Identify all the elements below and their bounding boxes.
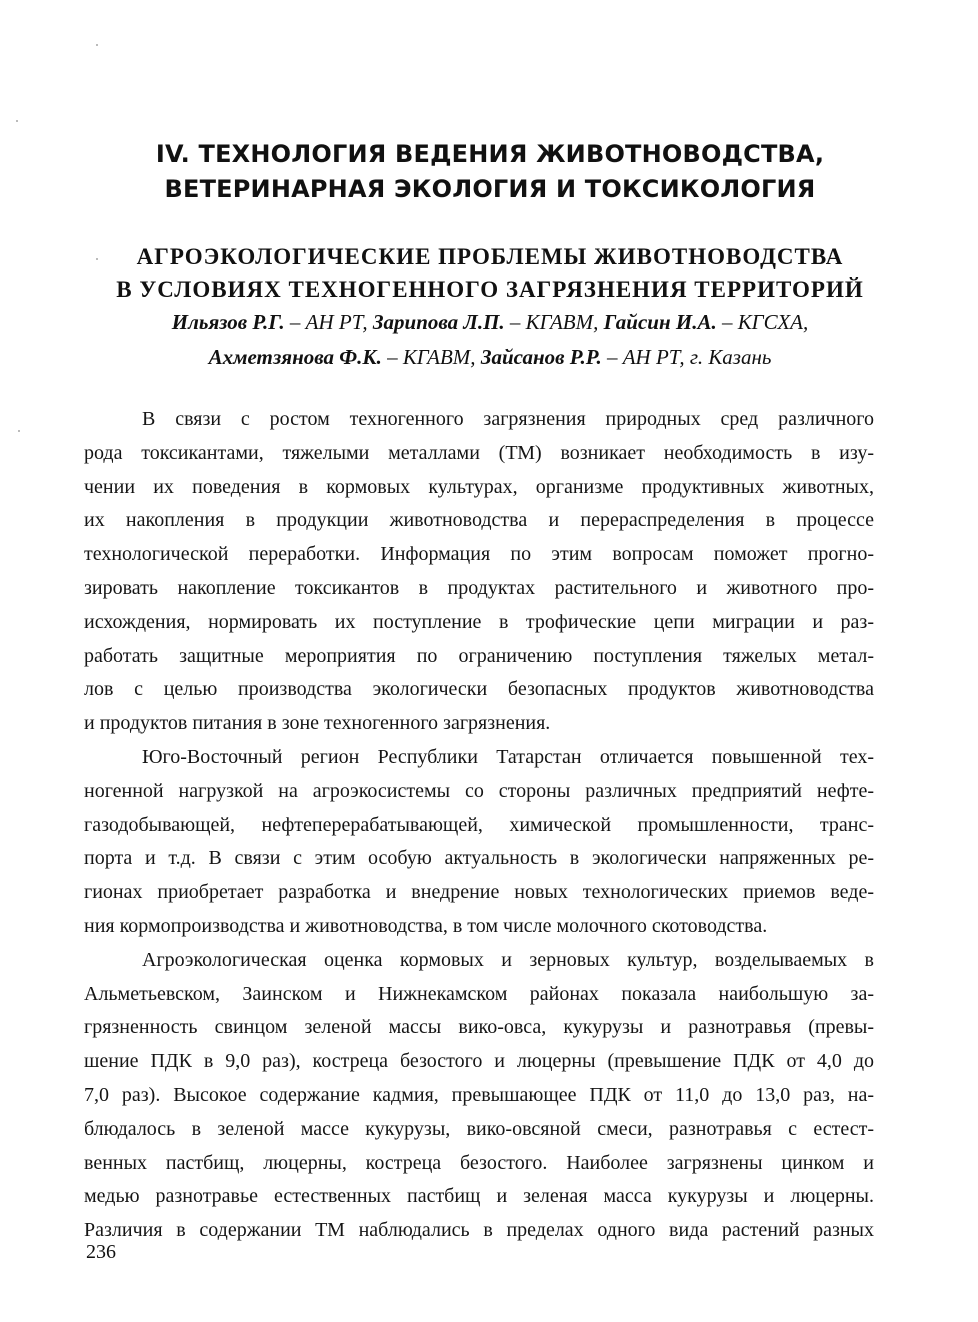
author-affiliation: – КГАВМ, — [381, 345, 481, 369]
text-line: чении их поведения в кормовых культурах, организме продуктивных животных, — [84, 475, 874, 498]
text-line: лов с целью производства экологически безопасных продуктов животноводства — [84, 678, 874, 701]
text-line: венных пастбищ, люцерны, костреца безостого. Наиболее загрязнены цинком и — [84, 1151, 874, 1174]
text-line: 7,0 раз). Высокое содержание кадмия, превышающее ПДК от 11,0 до 13,0 раз, на- — [84, 1083, 874, 1106]
text-line: порта и т.д. В связи с этим особую актуальность в экологически напряженных ре- — [84, 847, 874, 870]
text-line: и продуктов питания в зоне техногенного загрязнения. — [84, 712, 551, 735]
page-number: 236 — [86, 1241, 116, 1263]
article-body — [84, 403, 874, 1248]
paragraph-3 — [84, 944, 874, 1248]
paragraph-2 — [84, 741, 874, 944]
text-line: гионах приобретает разработка и внедрение новых технологических приемов веде- — [84, 881, 874, 904]
text-line: технологической переработки. Информация по этим вопросам поможет прогно- — [84, 543, 874, 566]
author-name: Гайсин И.А. — [603, 310, 717, 334]
text-line: ния кормопроизводства и животноводства, в том числе молочного скотоводства. — [84, 914, 768, 937]
authors-line-2 — [60, 340, 920, 375]
text-line: В связи с ростом техногенного загрязнения природных сред различного — [142, 408, 874, 430]
text-line: грязненность свинцом зеленой массы вико-овса, кукурузы и разнотравья (превы- — [84, 1016, 874, 1039]
text-line: блюдалось в зеленой массе кукурузы, вико-овсяной смеси, разнотравья с естест- — [84, 1117, 874, 1140]
author-affiliation: – АН РТ, г. Казань — [601, 345, 772, 369]
text-line: зировать накопление токсикантов в продуктах растительного и животного про- — [84, 576, 874, 599]
author-affiliation: – КГСХА, — [716, 310, 809, 334]
scan-speck — [96, 44, 98, 46]
text-line: шение ПДК в 9,0 раз), костреца безостого и люцерны (превышение ПДК от 4,0 до — [84, 1050, 874, 1073]
author-affiliation: – АН РТ, — [284, 310, 373, 334]
text-line: работать защитные мероприятия по ограничению поступления тяжелых метал- — [84, 644, 874, 667]
text-line: их накопления в продукции животноводства и перераспределения в процессе — [84, 509, 874, 532]
author-name: Ахметзянова Ф.К. — [208, 345, 382, 369]
article-title-line-1: АГРОЭКОЛОГИЧЕСКИЕ ПРОБЛЕМЫ ЖИВОТНОВОДСТВА — [136, 244, 844, 269]
author-name: Зарипова Л.П. — [372, 310, 505, 334]
article-title-line-2: В УСЛОВИЯХ ТЕХНОГЕННОГО ЗАГРЯЗНЕНИЯ ТЕРРИТОРИЙ — [116, 277, 864, 302]
text-line: Различия в содержании ТМ наблюдались в пределах одного вида растений разных — [84, 1219, 874, 1242]
scan-speck — [18, 430, 20, 432]
authors-line-1 — [60, 305, 920, 340]
article-title — [60, 240, 920, 306]
section-heading-line-2: ВЕТЕРИНАРНАЯ ЭКОЛОГИЯ И ТОКСИКОЛОГИЯ — [164, 175, 816, 203]
text-line: медью разнотравье естественных пастбищ и зеленая масса кукурузы и люцерны. — [84, 1185, 874, 1208]
author-affiliation: – КГАВМ, — [504, 310, 604, 334]
text-line: Агроэкологическая оценка кормовых и зерновых культур, возделываемых в — [142, 948, 874, 971]
authors-block — [60, 305, 920, 375]
text-line: газодобывающей, нефтеперерабатывающей, химической промышленности, транс- — [84, 813, 874, 836]
section-heading-line-1: IV. ТЕХНОЛОГИЯ ВЕДЕНИЯ ЖИВОТНОВОДСТВА, — [155, 140, 825, 168]
section-heading — [80, 137, 900, 207]
text-line: исхождения, нормировать их поступление в трофические цепи миграции и раз- — [84, 610, 874, 633]
paragraph-1 — [84, 403, 874, 741]
text-line: ногенной нагрузкой на агроэкосистемы со стороны различных предприятий нефте- — [84, 779, 874, 802]
scan-speck — [16, 120, 18, 122]
text-line: Альметьевском, Заинском и Нижнекамском районах показала наибольшую за- — [84, 982, 874, 1005]
author-name: Ильязов Р.Г. — [171, 310, 285, 334]
author-name: Зайсанов Р.Р. — [480, 345, 602, 369]
text-line: рода токсикантами, тяжелыми металлами (ТМ) возникает необходимость в изу- — [84, 441, 874, 464]
text-line: Юго-Восточный регион Республики Татарстан отличается повышенной тех- — [142, 745, 874, 768]
